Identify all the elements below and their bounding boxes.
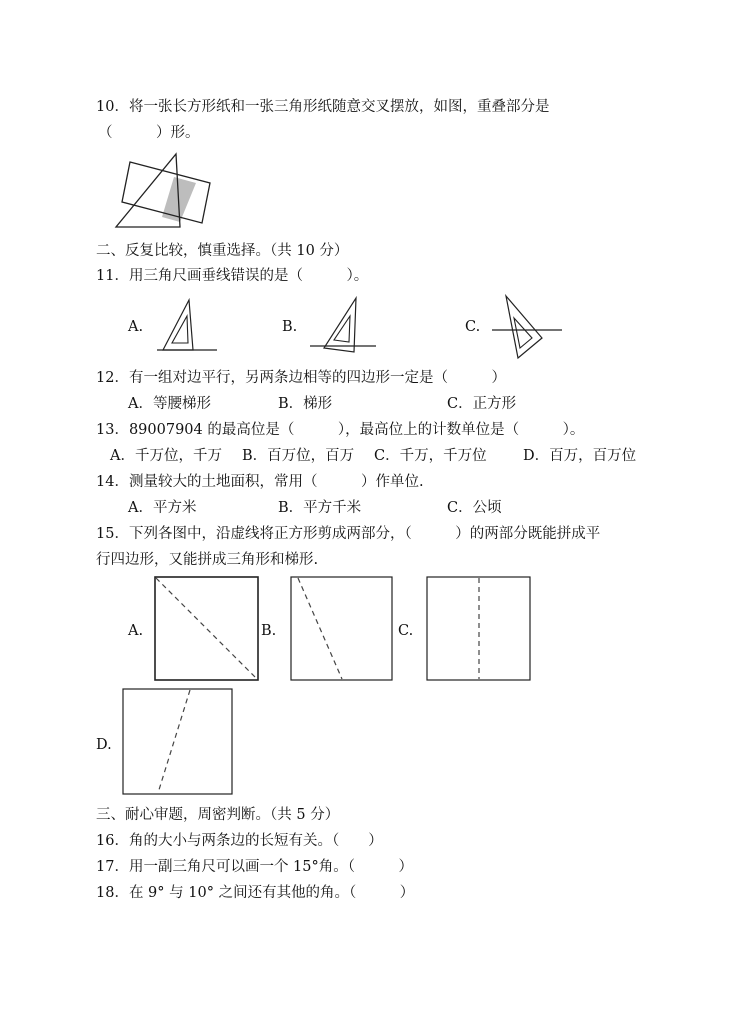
- q13-option-b: B．百万位，百万: [242, 448, 355, 464]
- q12-option-a: A．等腰梯形: [128, 396, 211, 412]
- q12-option-c: C．正方形: [447, 396, 517, 412]
- q12-stem: 12．有一组对边平行，另两条边相等的四边形一定是（ ）: [96, 370, 506, 386]
- q17-text: 17．用一副三角尺可以画一个 15°角。（ ）: [96, 859, 414, 875]
- q12-option-b: B．梯形: [278, 396, 333, 412]
- q18-text: 18．在 9° 与 10° 之间还有其他的角。（ ）: [96, 885, 415, 901]
- q11-option-b-label: B.: [282, 319, 298, 335]
- q10-line1: 10．将一张长方形纸和一张三角形纸随意交叉摆放，如图，重叠部分是: [96, 99, 550, 115]
- q13-stem: 13．89007904 的最高位是（ ），最高位上的计数单位是（ ）。: [96, 422, 585, 438]
- q14-option-c: C．公顷: [447, 500, 502, 516]
- q15-option-d-label: D.: [96, 737, 112, 753]
- q15-line2: 行四边形，又能拼成三角形和梯形.: [96, 552, 319, 568]
- q11-option-a-label: A.: [128, 319, 144, 335]
- q15-option-b-square: [290, 576, 394, 682]
- q11-stem: 11．用三角尺画垂线错误的是（ ）。: [96, 268, 369, 284]
- q15-option-b-label: B.: [261, 623, 277, 639]
- q14-option-a: A．平方米: [128, 500, 197, 516]
- q11-option-c-figure: [488, 292, 564, 360]
- q13-option-a: A．千万位，千万: [110, 448, 222, 464]
- q10-line2: （ ）形。: [98, 125, 200, 141]
- q16-text: 16．角的大小与两条边的长短有关。（ ）: [96, 833, 383, 849]
- q10-overlap-figure: [112, 150, 222, 232]
- q14-option-b: B．平方千米: [278, 500, 362, 516]
- q15-option-c-label: C.: [398, 623, 414, 639]
- q14-stem: 14．测量较大的土地面积，常用（ ）作单位.: [96, 474, 424, 490]
- q15-line1: 15．下列各图中，沿虚线将正方形剪成两部分，（ ）的两部分既能拼成平: [96, 526, 601, 542]
- q15-option-c-square: [426, 576, 532, 682]
- section3-title: 三、耐心审题，周密判断。（共 5 分）: [96, 807, 340, 823]
- section2-title: 二、反复比较，慎重选择。（共 10 分）: [96, 243, 349, 259]
- q13-option-c: C．千万，千万位: [374, 448, 487, 464]
- q15-option-a-square: [154, 576, 260, 682]
- q11-option-c-label: C.: [465, 319, 481, 335]
- q13-option-d: D．百万，百万位: [523, 448, 637, 464]
- q15-option-a-label: A.: [128, 623, 144, 639]
- rectangle-paper: [122, 162, 210, 223]
- q11-option-b-figure: [308, 294, 380, 356]
- q11-option-a-figure: [155, 296, 221, 356]
- q15-option-d-square: [122, 688, 234, 796]
